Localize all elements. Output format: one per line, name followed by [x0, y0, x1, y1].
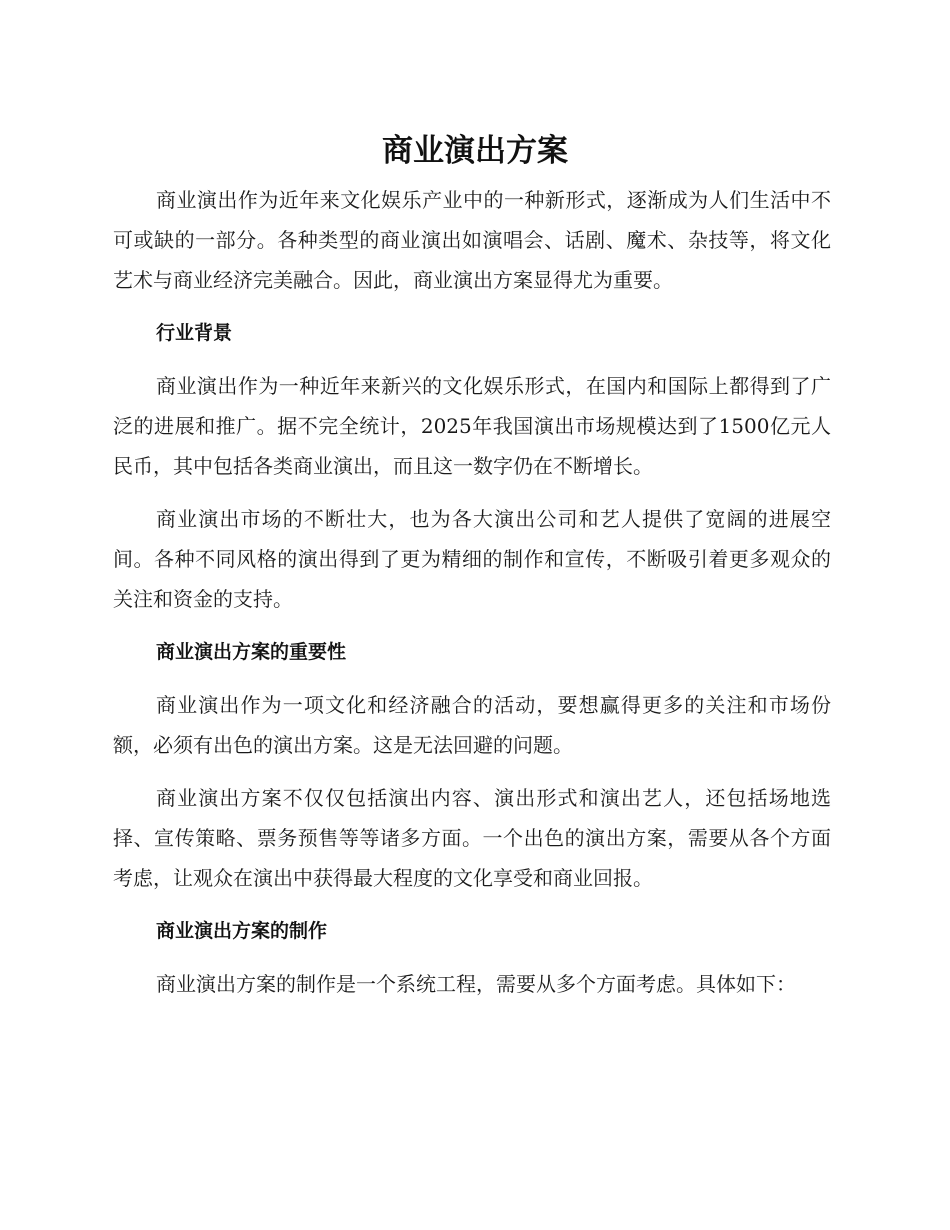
section-heading-importance: 商业演出方案的重要性 [156, 641, 347, 663]
document-body [113, 180, 831, 1017]
section-heading-production: 商业演出方案的制作 [156, 920, 328, 942]
paragraph-industry-background-1: 商业演出作为一种近年来新兴的文化娱乐形式，在国内和国际上都得到了广泛的进展和推广。据不完全统计，2025年我国演出市场规模达到了1500亿元人民币，其中包括各类商业演出，而且这一数字仍在不断增长。 [113, 374, 831, 478]
paragraph-production-1: 商业演出方案的制作是一个系统工程，需要从多个方面考虑。具体如下： [156, 972, 796, 996]
section-heading-industry-background: 行业背景 [156, 322, 233, 344]
intro-paragraph: 商业演出作为近年来文化娱乐产业中的一种新形式，逐渐成为人们生活中不可或缺的一部分。各种类型的商业演出如演唱会、话剧、魔术、杂技等，将文化艺术与商业经济完美融合。因此，商业演出方案显得尤为重要。 [113, 188, 831, 292]
paragraph-importance-2: 商业演出方案不仅仅包括演出内容、演出形式和演出艺人，还包括场地选择、宣传策略、票务预售等等诸多方面。一个出色的演出方案，需要从各个方面考虑，让观众在演出中获得最大程度的文化享受和商业回报。 [113, 786, 831, 890]
paragraph-industry-background-2: 商业演出市场的不断壮大，也为各大演出公司和艺人提供了宽阔的进展空间。各种不同风格的演出得到了更为精细的制作和宣传，不断吸引着更多观众的关注和资金的支持。 [113, 507, 831, 611]
document-title: 商业演出方案 [382, 133, 568, 169]
paragraph-importance-1: 商业演出作为一项文化和经济融合的活动，要想赢得更多的关注和市场份额，必须有出色的演出方案。这是无法回避的问题。 [113, 693, 831, 757]
